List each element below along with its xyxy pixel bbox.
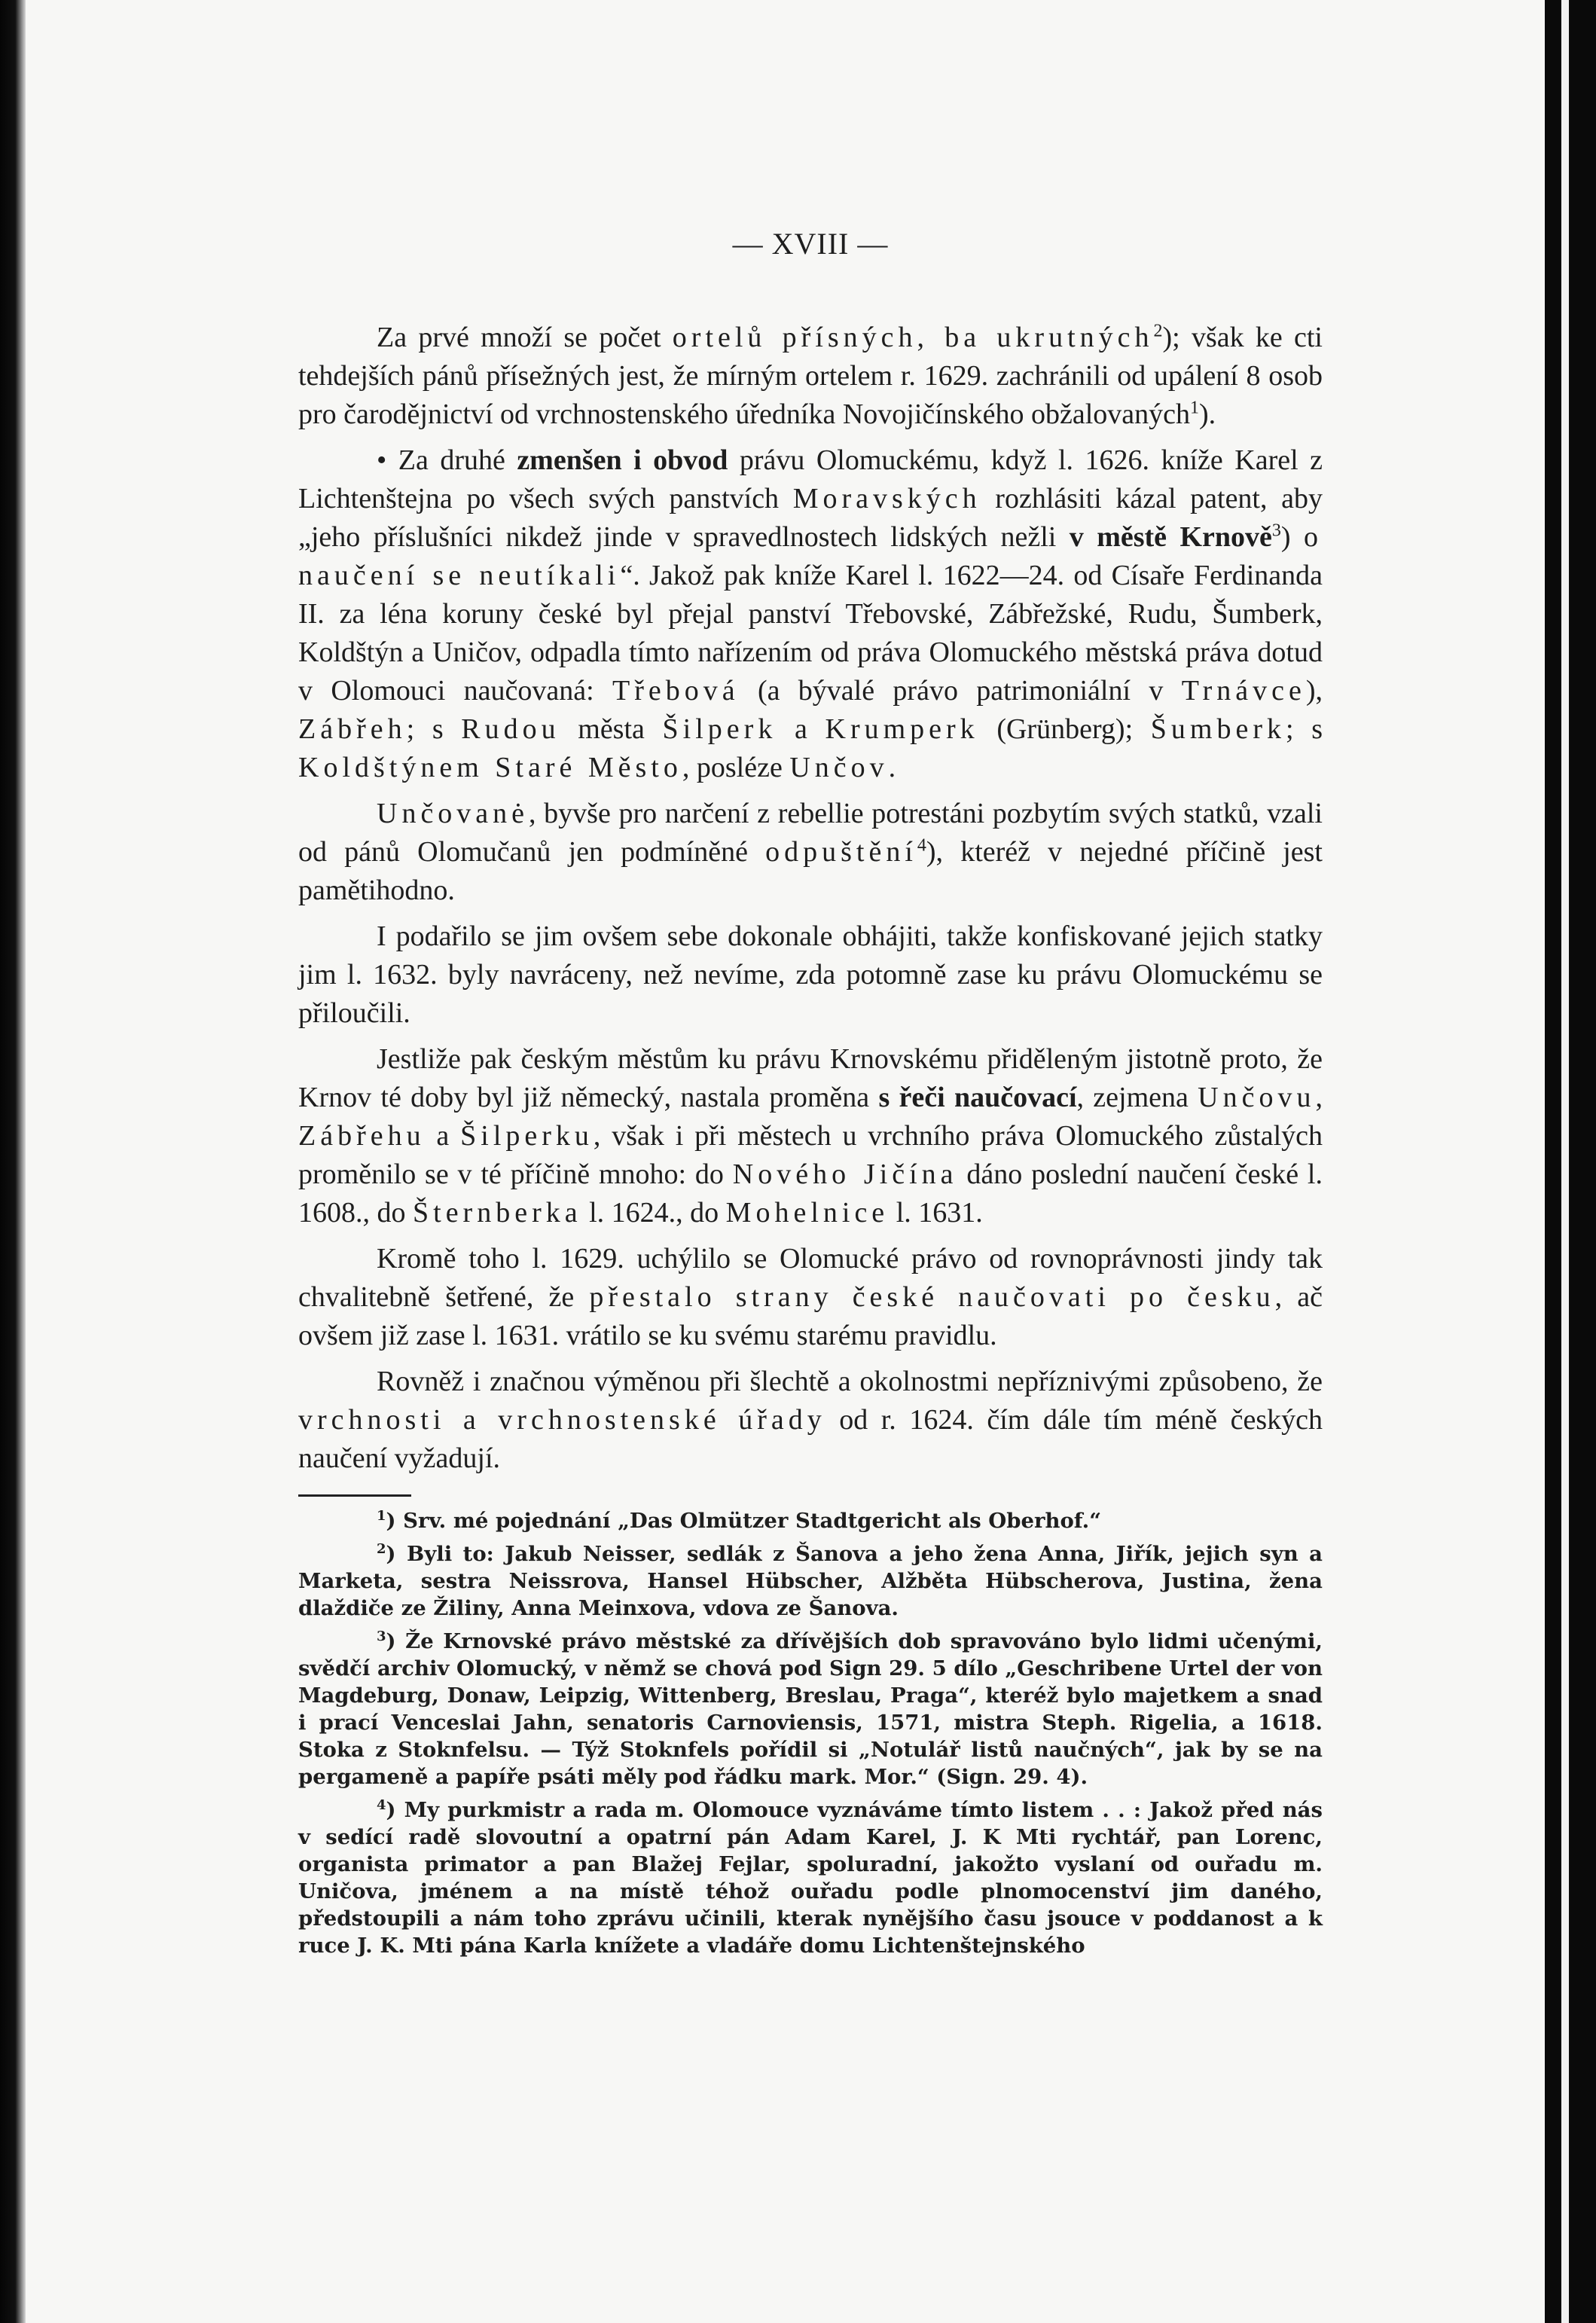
spaced-text: vrchnosti a vrchnostenské úřady: [298, 1404, 826, 1436]
footnote-number: 3: [377, 1628, 386, 1644]
text: a: [425, 1120, 461, 1152]
text: • Za druhé: [377, 444, 517, 476]
footnote-number: 1: [377, 1507, 386, 1524]
spaced-text: Unčovanė: [377, 798, 529, 829]
spaced-text: přestalo strany české naučovati po česku: [589, 1281, 1275, 1313]
text: a: [777, 713, 825, 745]
spaced-text: Rudou: [461, 713, 560, 745]
spaced-text: Krumperk: [825, 713, 979, 745]
text: (Grünberg);: [978, 713, 1151, 745]
scan-edge-right: [1545, 0, 1596, 2323]
page-number: — XVIII —: [732, 227, 889, 261]
text: ).: [1199, 398, 1216, 430]
footnote-3: [298, 1628, 1323, 1790]
footnote-ref: 2: [1153, 321, 1163, 341]
spaced-text: Koldštýnem Staré Město: [298, 752, 682, 783]
spaced-text: Šilperk: [662, 713, 777, 745]
text: Kromě toho l. 1629. uchýlilo se Olomucké právo od rovnoprávnosti jindy tak chvalitebně šetřené, že: [298, 1243, 1323, 1313]
bold-text: zmenšen i obvod: [517, 444, 728, 476]
paragraph-3: [298, 795, 1323, 910]
paragraph-4: [298, 917, 1323, 1033]
text: ; s: [406, 713, 462, 745]
spaced-text: Šumberk: [1150, 713, 1286, 745]
text: ); však ke cti tehdejších pánů přísežných jest, že mírným ortelem r. 1629. zachránili od upálení 8 osob pro čarodějnictví od vrchnostenského úředníka Novojičínského obžalovaných: [298, 322, 1323, 430]
spaced-text: Moravských: [792, 483, 981, 514]
text: I podařilo se jim ovšem sebe dokonale obhájiti, takže konfiskované jejich statky jim l. 1632. byly navráceny, než nevíme, zda potomně zase ku právu Olomuckému se přiloučili.: [298, 920, 1323, 1029]
footnote-ref: 4: [917, 835, 926, 856]
paragraph-7: [298, 1363, 1323, 1478]
scan-edge-left: [0, 0, 26, 2323]
text: ; s: [1286, 713, 1323, 745]
text: Rovněž i značnou výměnou při šlechtě a okolnostmi nepříznivými způsobeno, že: [377, 1366, 1323, 1397]
text: rozhlásiti kázal patent, aby „jeho příslušníci nikdež jinde v spravedlnostech lidských nežli: [298, 483, 1323, 553]
text: Za prvé množí se počet: [377, 322, 673, 353]
spaced-text: Mohelnice: [725, 1197, 890, 1229]
text: , byvše pro narčení z rebellie potrestáni pozbytím svých statků, vzali od pánů Olomučanů jen podmíněné: [298, 798, 1323, 868]
text: ), kteréž v nejedné příčině jest pamětihodno.: [298, 836, 1323, 906]
text: l. 1624., do: [581, 1197, 726, 1229]
text: Jestliže pak českým městům ku právu Krnovskému přiděleným jistotně proto, že Krnov té doby byl již německý, nastala proměna: [298, 1043, 1323, 1113]
text: (a bývalé právo patrimoniální v: [739, 675, 1182, 707]
text: , ač ovšem již zase l. 1631. vrátilo se ku svému starému pravidlu.: [298, 1281, 1323, 1351]
text: “. Jakož pak kníže Karel l. 1622—24. od Císaře Ferdinanda II. za léna koruny české byl přejal panství Třebovské, Zábřežské, Rudu, Šumberk, Koldštýn a Uničov, odpadla tímto nařízením od práva Olomuckého městská práva dotud v Olomouci naučovaná:: [298, 560, 1323, 707]
text: l. 1631.: [889, 1197, 983, 1229]
text: ,: [1315, 1082, 1323, 1113]
footnote-text: ) Že Krnovské právo městské za dřívějších dob spravováno bylo lidmi učenými, svědčí archiv Olomucký, v němž se chová pod Sign 29. 5 dílo „Geschribene Urtel der von Magdeburg, Donaw, Leipzig, Wittenberg, Breslau, Praga“, kteréž bylo majetkem a snad i prací Venceslai Jahn, senatoris Carnoviensis, 1571, mistra Steph. Rigelia, a 1618. Stoka z Stoknfelsu. — Týž Stoknfels pořídil si „Notulář listů naučných“, jak by se na pergameně a papíře psáti měly pod řádku mark. Mor.“ (Sign. 29. 4).: [298, 1629, 1323, 1789]
text: ),: [1305, 675, 1323, 707]
paragraph-6: [298, 1240, 1323, 1355]
spaced-text: Zábřeh: [298, 713, 407, 745]
spaced-text: Trnávce: [1181, 675, 1306, 707]
text: dáno poslední naučení české l. 1608., do: [298, 1158, 1323, 1229]
text: , zejmena: [1076, 1082, 1198, 1113]
spaced-text: odpuštění: [765, 836, 917, 868]
footnote-divider: [298, 1494, 411, 1497]
spaced-text: Nového Jičína: [732, 1158, 958, 1190]
text: města: [560, 713, 663, 745]
spaced-text: Třebová: [612, 675, 740, 707]
footnote-1: [298, 1507, 1323, 1534]
spaced-text: Unčov: [789, 752, 889, 783]
spaced-text: o naučení se neutíkali: [298, 521, 1323, 591]
footnote-4: [298, 1796, 1323, 1959]
bold-text: s řeči naučovací: [878, 1082, 1077, 1113]
spaced-text: Šternberka: [413, 1197, 582, 1229]
text: , však i při městech u vrchního práva Olomuckého zůstalých proměnilo se v té příčině mnoho: do: [298, 1120, 1323, 1190]
footnote-ref: 3: [1271, 520, 1281, 541]
footnote-ref: 1: [1190, 398, 1199, 418]
footnote-number: 4: [377, 1796, 386, 1813]
scan-edge-line: [1561, 0, 1569, 2323]
text: , posléze: [682, 752, 790, 783]
spaced-text: Šilperku: [460, 1120, 594, 1152]
footnote-text: ) My purkmistr a rada m. Olomouce vyznáváme tímto listem . . : Jakož před nás v sedící radě slovoutní a opatrní pán Adam Karel, J. K Mti rychtář, pan Lorenc, organista primator a pan Blažej Fejlar, spoluradní, jakožto vyslaní od ouřadu m. Uničova, jménem a na místě téhož ouřadu podle plnomocenství jim daného, předstoupili a nám toho zprávu učinili, kterak nynějšího času jsouce v poddanost a k ruce J. K. Mti pána Karla knížete a vladáře domu Lichtenštejnského: [298, 1798, 1323, 1958]
bold-text: v městě Krnově: [1069, 521, 1272, 553]
text: od r. 1624. čím dále tím méně českých naučení vyžadují.: [298, 1404, 1323, 1474]
text: právu Olomuckému, když l. 1626. kníže Karel z Lichtenštejna po všech svých panstvích: [298, 444, 1323, 514]
text: ): [1280, 521, 1304, 553]
document-page: [298, 226, 1323, 1965]
footnote-number: 2: [377, 1540, 386, 1557]
spaced-text: ortelů přísných, ba ukrutných: [672, 322, 1154, 353]
footnote-text: ) Srv. mé pojednání „Das Olmützer Stadtgericht als Oberhof.“: [386, 1509, 1102, 1533]
paragraph-1: [298, 319, 1323, 434]
footnote-text: ) Byli to: Jakub Neisser, sedlák z Šanova a jeho žena Anna, Jiřík, jejich syn a Marketa, sestra Neissrova, Hansel Hübscher, Alžběta Hübscherova, Justina, žena dlaždiče ze Žiliny, Anna Meinxova, vdova ze Šanova.: [298, 1542, 1323, 1620]
paragraph-5: [298, 1040, 1323, 1232]
footnote-2: [298, 1540, 1323, 1622]
spaced-text: Zábřehu: [298, 1120, 426, 1152]
spaced-text: Unčovu: [1198, 1082, 1316, 1113]
paragraph-2: [298, 441, 1323, 787]
text: .: [888, 752, 896, 783]
